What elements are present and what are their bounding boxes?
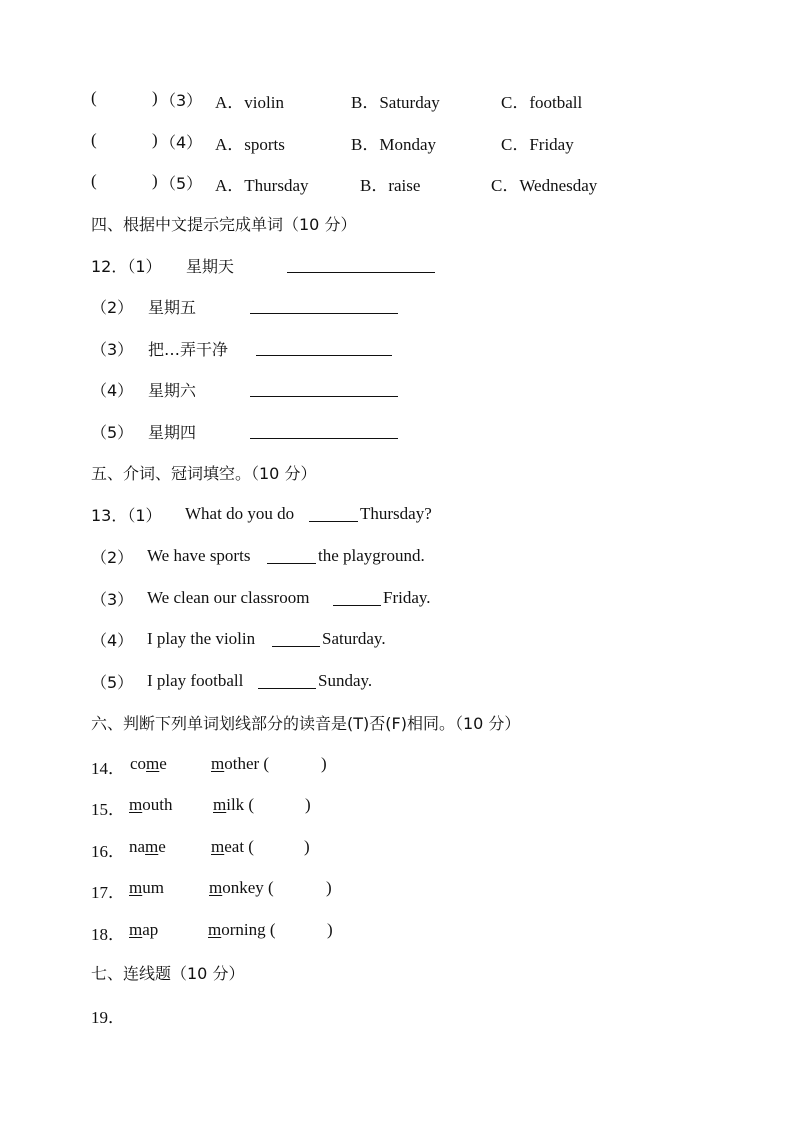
answer-paren-close: ) <box>326 878 332 897</box>
sentence-after: the playground. <box>318 546 425 565</box>
word-2: milk ( <box>213 795 255 814</box>
section-heading-6: 六、判断下列单词划线部分的读音是(T)否(F)相同。（10 分） <box>91 714 521 733</box>
sentence-after: Thursday? <box>360 504 432 523</box>
option-b: B．Saturday <box>351 93 440 112</box>
sub-number: （2） <box>91 298 134 317</box>
sentence-before: We clean our classroom <box>147 588 310 607</box>
sentence-after: Friday. <box>383 588 431 607</box>
sub-number: （2） <box>91 548 134 567</box>
sub-number: （5） <box>91 673 134 692</box>
answer-blank[interactable] <box>272 630 320 647</box>
section-heading-5: 五、介词、冠词填空。（10 分） <box>91 464 317 483</box>
question-number: 17． <box>91 883 125 902</box>
question-number: 15． <box>91 800 125 819</box>
option-a: A．sports <box>215 135 285 154</box>
answer-paren-close: ) <box>152 88 158 107</box>
question-number: 18． <box>91 925 125 944</box>
answer-paren-close: ) <box>152 171 158 190</box>
question-number: （3） <box>160 91 203 110</box>
option-b: B．Monday <box>351 135 436 154</box>
sentence-before: I play the violin <box>147 629 256 648</box>
sentence-before: We have sports <box>147 546 251 565</box>
answer-blank[interactable] <box>309 505 358 522</box>
word-1: name <box>129 837 166 856</box>
answer-blank[interactable] <box>256 339 392 356</box>
answer-paren-close: ) <box>304 837 310 856</box>
word-1: mum <box>129 878 164 897</box>
sentence-before: What do you do <box>185 504 295 523</box>
question-number: 13．（1） <box>91 506 162 525</box>
word-2: mother ( <box>211 754 270 773</box>
question-number: 14． <box>91 759 125 778</box>
chinese-prompt: 星期四 <box>148 423 197 442</box>
option-a: A．violin <box>215 93 284 112</box>
word-2: morning ( <box>208 920 276 939</box>
sub-number: （3） <box>91 340 134 359</box>
sub-number: （4） <box>91 381 134 400</box>
answer-paren-close: ) <box>152 130 158 149</box>
answer-paren-close: ) <box>305 795 311 814</box>
answer-blank[interactable] <box>333 589 381 606</box>
sub-number: （5） <box>91 423 134 442</box>
answer-paren-open: ( <box>91 171 97 190</box>
question-number: （4） <box>160 133 203 152</box>
sentence-after: Sunday. <box>318 671 373 690</box>
sub-number: （4） <box>91 631 134 650</box>
section-heading-4: 四、根据中文提示完成单词（10 分） <box>91 215 357 234</box>
chinese-prompt: 把…弄干净 <box>148 340 229 359</box>
question-number: （5） <box>160 174 203 193</box>
answer-blank[interactable] <box>250 380 398 397</box>
sub-number: （3） <box>91 590 134 609</box>
answer-blank[interactable] <box>287 256 435 273</box>
option-a: A．Thursday <box>215 176 309 195</box>
word-2: monkey ( <box>209 878 274 897</box>
answer-paren-close: ) <box>321 754 327 773</box>
answer-paren-close: ) <box>327 920 333 939</box>
sentence-before: I play football <box>147 671 244 690</box>
question-number: 16． <box>91 842 125 861</box>
word-2: meat ( <box>211 837 254 856</box>
answer-blank[interactable] <box>250 422 398 439</box>
answer-blank[interactable] <box>258 672 316 689</box>
answer-blank[interactable] <box>250 297 398 314</box>
sentence-after: Saturday. <box>322 629 386 648</box>
answer-paren-open: ( <box>91 130 97 149</box>
option-c: C．Friday <box>501 135 574 154</box>
question-number: 19． <box>91 1008 125 1027</box>
option-c: C．football <box>501 93 583 112</box>
word-1: mouth <box>129 795 173 814</box>
answer-blank[interactable] <box>267 547 316 564</box>
option-b: B．raise <box>360 176 421 195</box>
word-1: map <box>129 920 159 939</box>
chinese-prompt: 星期五 <box>148 298 197 317</box>
option-c: C．Wednesday <box>491 176 598 195</box>
chinese-prompt: 星期六 <box>148 381 197 400</box>
chinese-prompt: 星期天 <box>186 257 235 276</box>
question-number: 12．（1） <box>91 257 162 276</box>
section-heading-7: 七、连线题（10 分） <box>91 964 245 983</box>
answer-paren-open: ( <box>91 88 97 107</box>
word-1: come <box>130 754 167 773</box>
